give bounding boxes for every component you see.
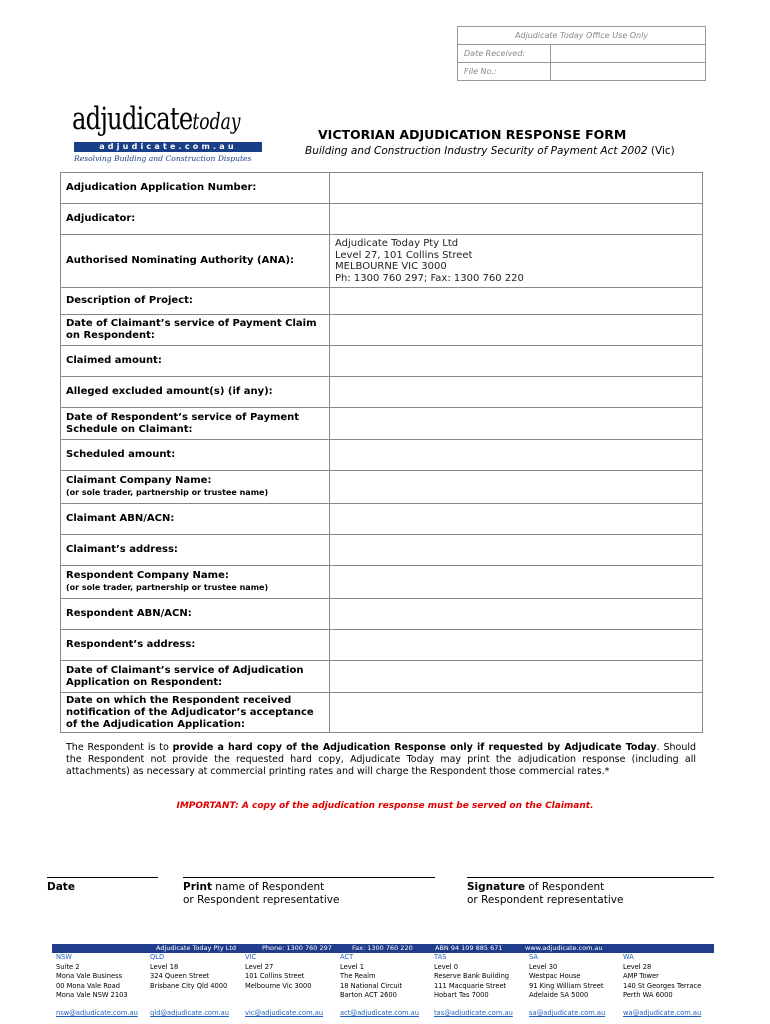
- row-label: Claimant ABN/ACN:: [61, 504, 330, 535]
- important-notice: IMPORTANT: A copy of the adjudication response must be served on the Claimant.: [176, 801, 594, 811]
- print-bold: Print: [183, 881, 212, 893]
- form-row: [61, 566, 703, 599]
- form-row: [61, 661, 703, 693]
- respondent-abn-field[interactable]: [330, 599, 703, 630]
- office-line: 111 Macquarie Street: [434, 981, 507, 990]
- office-line: 140 St Georges Terrace: [623, 981, 702, 990]
- ana-field[interactable]: [330, 235, 703, 288]
- row-label: Description of Project:: [61, 288, 330, 315]
- row-label: Alleged excluded amount(s) (if any):: [61, 377, 330, 408]
- response-form-table: [60, 172, 703, 733]
- form-row: [61, 173, 703, 204]
- claimant-name-field[interactable]: [330, 471, 703, 504]
- excluded-amount-field[interactable]: [330, 377, 703, 408]
- office-line: Hobart Tas 7000: [434, 991, 489, 999]
- row-label: Date of Claimant’s service of Payment Claim on Respondent:: [61, 315, 330, 346]
- file-no-field[interactable]: [551, 63, 706, 81]
- scheduled-amount-field[interactable]: [330, 440, 703, 471]
- footer-contact-bar: [52, 944, 714, 953]
- act-jurisdiction: (Vic): [650, 145, 675, 157]
- adjudicator-field[interactable]: [330, 204, 703, 235]
- office-line: 00 Mona Vale Road: [56, 981, 120, 990]
- form-row: [61, 504, 703, 535]
- office-line: Level 30: [529, 962, 558, 971]
- row-label: Respondent’s address:: [61, 630, 330, 661]
- payment-schedule-date-field[interactable]: [330, 408, 703, 440]
- logo-word-bold: adjudicate: [72, 101, 193, 137]
- footer-company: Adjudicate Today Pty Ltd: [156, 944, 237, 952]
- form-row: [61, 599, 703, 630]
- date-received-field[interactable]: [551, 45, 706, 63]
- office-state: SA: [529, 953, 538, 961]
- ana-line: Adjudicate Today Pty Ltd: [335, 238, 459, 249]
- print-rest: name of Respondent: [211, 881, 325, 893]
- row-label-with-sublabel: [61, 566, 330, 599]
- office-line: The Realm: [340, 972, 376, 980]
- form-row: [61, 315, 703, 346]
- row-label: Adjudication Application Number:: [61, 173, 330, 204]
- row-label: Scheduled amount:: [61, 440, 330, 471]
- logo-tagline: Resolving Building and Construction Disputes: [74, 154, 252, 163]
- office-line: Level 18: [150, 962, 179, 971]
- office-line: 324 Queen Street: [150, 972, 210, 980]
- form-row: [61, 377, 703, 408]
- office-email-link[interactable]: sa@adjudicate.com.au: [529, 1009, 606, 1017]
- office-email-link[interactable]: vic@adjudicate.com.au: [245, 1009, 324, 1017]
- form-row: [61, 346, 703, 377]
- office-line: Melbourne Vic 3000: [245, 981, 312, 990]
- form-row: [61, 288, 703, 315]
- office-line: Level 0: [434, 962, 459, 971]
- form-row: [61, 204, 703, 235]
- signature-line2: or Respondent representative: [467, 894, 624, 906]
- notice-post: . Should the Respondent not provide the requested hard copy, Adjudicate Today may print the adjudication response (including all attachments) as necessary at commercial printing rates and will charge the Respondent those commercial rates.*: [66, 742, 697, 777]
- form-row: [61, 471, 703, 504]
- date-label-text: Date: [47, 881, 75, 893]
- office-line: Reserve Bank Building: [434, 972, 510, 980]
- date-label: [47, 881, 75, 894]
- row-label: Claimant Company Name:: [66, 475, 212, 486]
- form-row: [61, 408, 703, 440]
- row-label: Respondent Company Name:: [66, 570, 229, 581]
- row-label: Date of Respondent’s service of Payment Schedule on Claimant:: [61, 408, 330, 440]
- office-line: Mona Vale Business: [56, 972, 123, 980]
- footer-phone: Phone: 1300 760 297: [262, 944, 332, 952]
- notice-pre: The Respondent is to: [66, 742, 173, 753]
- office-line: Brisbane City Qld 4000: [150, 981, 228, 990]
- notice-bold: provide a hard copy of the Adjudication Response only if requested by Adjudicate Today: [172, 742, 657, 753]
- signature-line[interactable]: [467, 877, 714, 878]
- footer-fax: Fax: 1300 760 220: [352, 944, 413, 952]
- office-line: Mona Vale NSW 2103: [56, 991, 128, 999]
- office-vic: [245, 953, 324, 1017]
- office-line: 91 King William Street: [529, 981, 604, 990]
- office-email-link[interactable]: nsw@adjudicate.com.au: [56, 1009, 138, 1017]
- office-state: NSW: [56, 953, 72, 961]
- row-label: Claimed amount:: [61, 346, 330, 377]
- office-line: Level 28: [623, 962, 652, 971]
- claimant-address-field[interactable]: [330, 535, 703, 566]
- office-line: Westpac House: [529, 972, 581, 980]
- ana-line: Level 27, 101 Collins Street: [335, 249, 473, 261]
- office-act: [340, 953, 420, 1017]
- date-signature-line[interactable]: [47, 877, 158, 878]
- payment-claim-date-field[interactable]: [330, 315, 703, 346]
- office-email-link[interactable]: tas@adjudicate.com.au: [434, 1009, 513, 1017]
- signature-label: [467, 881, 623, 907]
- form-row: [61, 630, 703, 661]
- ana-line: MELBOURNE VIC 3000: [335, 261, 447, 272]
- form-row: [61, 235, 703, 288]
- print-name-line2: or Respondent representative: [183, 894, 340, 906]
- logo-wordmark: [72, 102, 241, 140]
- office-sa: [529, 953, 606, 1017]
- print-name-label: [183, 881, 339, 907]
- ana-line: Ph: 1300 760 297; Fax: 1300 760 220: [335, 272, 524, 284]
- row-sublabel: (or sole trader, partnership or trustee name): [66, 583, 269, 592]
- office-line: Adelaide SA 5000: [529, 991, 589, 999]
- row-label: Date on which the Respondent received notification of the Adjudicator’s acceptance of the Adjudication Application:: [61, 693, 330, 733]
- hard-copy-notice: [66, 742, 696, 778]
- office-line: Suite 2: [56, 962, 80, 971]
- application-number-field[interactable]: [330, 173, 703, 204]
- office-line: Perth WA 6000: [623, 991, 673, 999]
- form-title: VICTORIAN ADJUDICATION RESPONSE FORM: [318, 127, 627, 142]
- file-no-label: File No.:: [458, 63, 551, 81]
- respondent-address-field[interactable]: [330, 630, 703, 661]
- office-state: WA: [623, 953, 634, 961]
- office-state: VIC: [245, 953, 257, 961]
- form-row: [61, 693, 703, 733]
- print-name-line1: [183, 881, 339, 894]
- acceptance-notification-date-field[interactable]: [330, 693, 703, 733]
- row-label: Respondent ABN/ACN:: [61, 599, 330, 630]
- row-label: Date of Claimant’s service of Adjudication Application on Respondent:: [61, 661, 330, 693]
- office-email-link[interactable]: wa@adjudicate.com.au: [623, 1009, 702, 1017]
- form-subtitle: [305, 145, 675, 157]
- office-line: 18 National Circuit: [340, 981, 403, 990]
- office-email-link[interactable]: qld@adjudicate.com.au: [150, 1009, 229, 1017]
- row-label: Authorised Nominating Authority (ANA):: [61, 235, 330, 288]
- footer: [52, 944, 714, 1018]
- office-state: TAS: [434, 953, 447, 961]
- print-name-signature-line[interactable]: [183, 877, 435, 878]
- respondent-name-field[interactable]: [330, 566, 703, 599]
- date-received-label: Date Received:: [458, 45, 551, 63]
- claimed-amount-field[interactable]: [330, 346, 703, 377]
- signature-line1: [467, 881, 623, 894]
- row-sublabel: (or sole trader, partnership or trustee name): [66, 488, 269, 497]
- claimant-abn-field[interactable]: [330, 504, 703, 535]
- office-state: ACT: [340, 953, 354, 961]
- office-line: 101 Collins Street: [245, 972, 305, 980]
- footer-web[interactable]: www.adjudicate.com.au: [525, 944, 603, 952]
- footer-abn: ABN 94 109 885 671: [435, 944, 503, 952]
- office-line: Level 1: [340, 962, 365, 971]
- office-line: Level 27: [245, 962, 274, 971]
- logo-word-italic: today: [192, 110, 241, 135]
- office-qld: [150, 953, 229, 1017]
- application-service-date-field[interactable]: [330, 661, 703, 693]
- office-line: AMP Tower: [623, 972, 659, 980]
- act-name: Building and Construction Industry Security of Payment Act 2002: [305, 145, 648, 157]
- office-use-header: Adjudicate Today Office Use Only: [458, 27, 706, 45]
- form-row: [61, 440, 703, 471]
- form-row: [61, 535, 703, 566]
- row-label-with-sublabel: [61, 471, 330, 504]
- office-state: QLD: [150, 953, 165, 961]
- signature-bold: Signature: [467, 881, 526, 893]
- office-tas: [434, 953, 513, 1017]
- signature-rest: of Respondent: [525, 881, 605, 893]
- adjudicate-today-logo: [72, 101, 268, 166]
- logo-url-bar: adjudicate.com.au: [74, 142, 262, 152]
- office-wa: [623, 953, 702, 1017]
- row-label: Adjudicator:: [61, 204, 330, 235]
- office-use-box: [457, 26, 706, 81]
- office-line: Barton ACT 2600: [340, 991, 397, 999]
- office-email-link[interactable]: act@adjudicate.com.au: [340, 1009, 420, 1017]
- row-label: Claimant’s address:: [61, 535, 330, 566]
- office-nsw: [56, 953, 138, 1017]
- project-description-field[interactable]: [330, 288, 703, 315]
